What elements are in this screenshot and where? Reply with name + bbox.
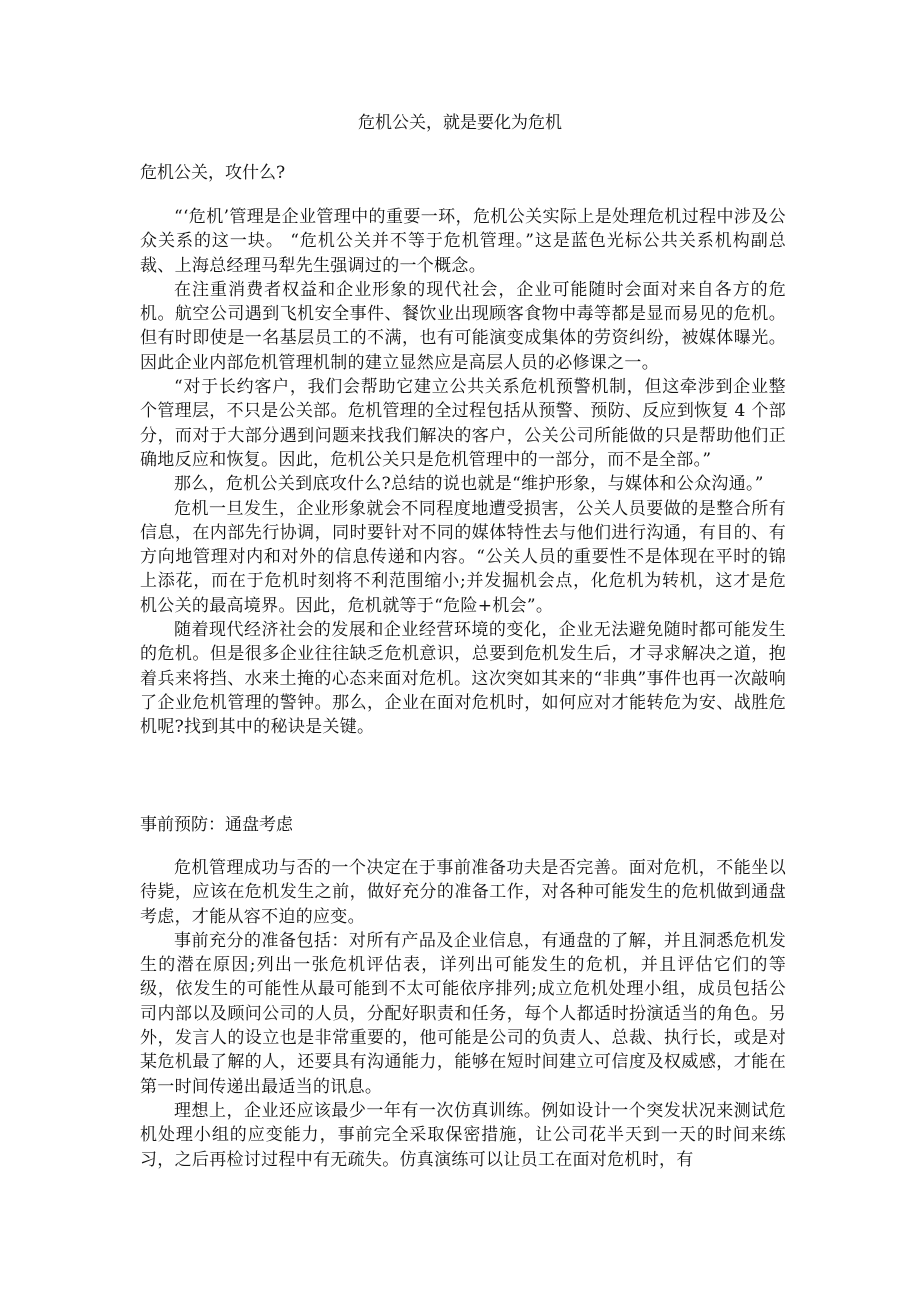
section-body-what-to-attack	[140, 205, 786, 740]
paragraph: “‘危机’管理是企业管理中的重要一环，危机公关实际上是处理危机过程中涉及公众关系的这一块。 “危机公关并不等于危机管理。”这是蓝色光标公共关系机构副总裁、上海总经理马犁先生强调过的一个概念。	[140, 207, 786, 276]
paragraph: 事前充分的准备包括：对所有产品及企业信息，有通盘的了解，并且洞悉危机发生的潜在原因;列出一张危机评估表，详列出可能发生的危机，并且评估它们的等级，依发生的可能性从最可能到不太可能依序排列;成立危机处理小组，成员包括公司内部以及顾问公司的人员，分配好职责和任务，每个人都适时扮演适当的角色。另外，发言人的设立也是非常重要的，他可能是公司的负责人、总裁、执行长，或是对某危机最了解的人，还要具有沟通能力，能够在短时间建立可信度及权威感，才能在第一时间传递出最适当的讯息。	[140, 930, 786, 1097]
paragraph: 那么，危机公关到底攻什么?总结的说也就是“维护形象，与媒体和公众沟通。”	[174, 474, 764, 495]
section-heading-prevention: 事前预防：通盘考虑	[140, 815, 293, 835]
paragraph: “对于长约客户，我们会帮助它建立公共关系危机预警机制，但这牵涉到企业整个管理层，不只是公关部。危机管理的全过程包括从预警、预防、反应到恢复 4 个部分，而对于大部分遇到问题来找我们解决的客户，公关公司所能做的只是帮助他们正确地反应和恢复。因此，危机公关只是危机管理中的一部分，而不是全部。”	[140, 377, 786, 470]
paragraph: 在注重消费者权益和企业形象的现代社会，企业可能随时会面对来自各方的危机。航空公司遇到飞机安全事件、餐饮业出现顾客食物中毒等都是显而易见的危机。但有时即使是一名基层员工的不满，也有可能演变成集体的劳资纠纷，被媒体曝光。因此企业内部危机管理机制的建立显然应是高层人员的必修课之一。	[140, 279, 786, 373]
paragraph: 随着现代经济社会的发展和企业经营环境的变化，企业无法避免随时都可能发生的危机。但是很多企业往往缺乏危机意识，总要到危机发生后，才寻求解决之道，抱着兵来将挡、水来土掩的心态来面对危机。这次突如其来的“非典”事件也再一次敲响了企业危机管理的警钟。那么，企业在面对危机时，如何应对才能转危为安、战胜危机呢?找到其中的秘诀是关键。	[140, 620, 786, 738]
paragraph: 危机一旦发生，企业形象就会不同程度地遭受损害，公关人员要做的是整合所有信息，在内部先行协调，同时要针对不同的媒体特性去与他们进行沟通，有目的、有方向地管理对内和对外的信息传递和内容。“公关人员的重要性不是体现在平时的锦上添花，而在于危机时刻将不利范围缩小;并发掘机会点，化危机为转机，这才是危机公关的最高境界。因此，危机就等于“危险+机会”。	[140, 498, 786, 616]
paragraph: 理想上，企业还应该最少一年有一次仿真训练。例如设计一个突发状况来测试危机处理小组的应变能力，事前完全采取保密措施，让公司花半天到一天的时间来练习，之后再检讨过程中有无疏失。仿真演练可以让员工在面对危机时，有	[140, 1100, 786, 1170]
section-heading-what-to-attack: 危机公关，攻什么?	[140, 163, 286, 183]
paragraph: 危机管理成功与否的一个决定在于事前准备功夫是否完善。面对危机，不能坐以待毙，应该在危机发生之前，做好充分的准备工作，对各种可能发生的危机做到通盘考虑，才能从容不迫的应变。	[140, 858, 786, 927]
section-body-prevention	[140, 856, 786, 1172]
document-title: 危机公关，就是要化为危机	[358, 113, 562, 133]
